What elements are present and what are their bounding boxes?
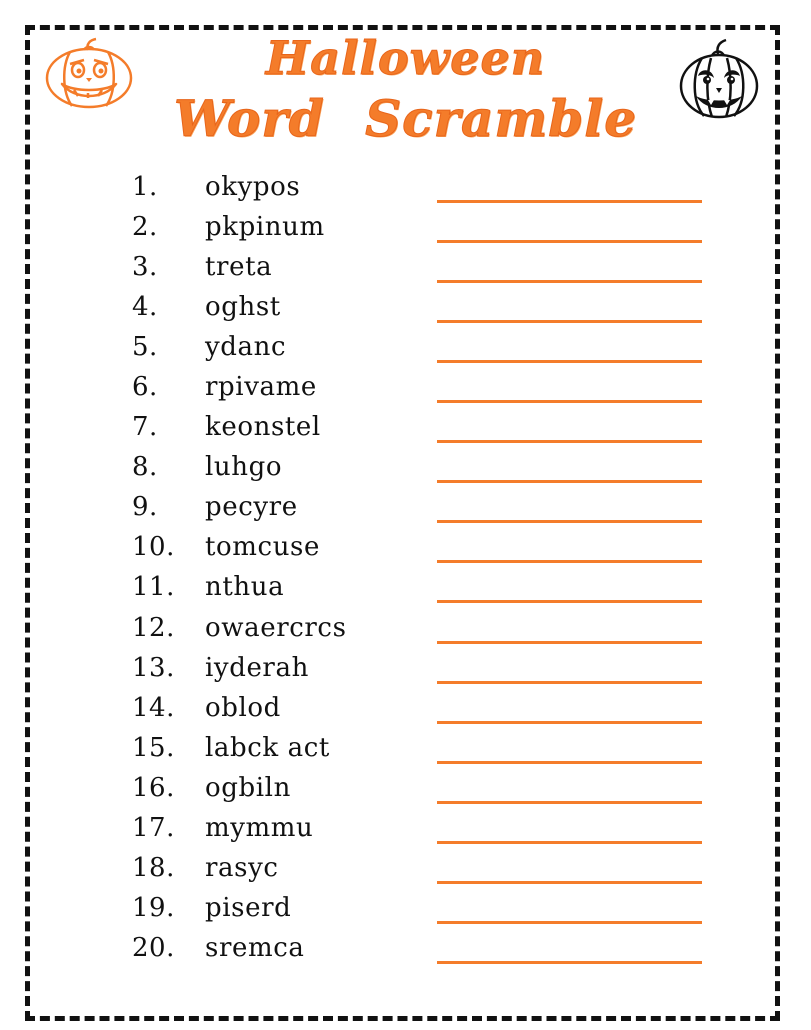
scrambled-word: iyderah (205, 652, 309, 683)
answer-line[interactable] (437, 240, 702, 243)
item-number: 16. (132, 772, 175, 803)
item-number: 10. (132, 532, 175, 563)
answer-line[interactable] (437, 320, 702, 323)
list-item (0, 490, 811, 530)
answer-line[interactable] (437, 761, 702, 764)
list-item (0, 450, 811, 490)
list-item (0, 570, 811, 610)
item-number: 12. (132, 612, 175, 643)
item-number: 5. (132, 332, 158, 363)
scrambled-word: mymmu (205, 812, 314, 843)
list-item (0, 611, 811, 651)
list-item (0, 651, 811, 691)
title-line-1: Halloween (265, 31, 546, 85)
list-item (0, 530, 811, 570)
item-number: 14. (132, 692, 175, 723)
item-number: 3. (132, 252, 158, 283)
item-number: 4. (132, 292, 158, 323)
item-number: 11. (132, 572, 175, 603)
list-item (0, 330, 811, 370)
item-number: 7. (132, 412, 158, 443)
scrambled-word: tomcuse (205, 532, 320, 563)
list-item (0, 811, 811, 851)
answer-line[interactable] (437, 600, 702, 603)
list-item (0, 731, 811, 771)
list-item (0, 931, 811, 971)
item-number: 20. (132, 932, 175, 963)
answer-line[interactable] (437, 560, 702, 563)
answer-line[interactable] (437, 961, 702, 964)
scrambled-word: pecyre (205, 492, 298, 523)
scrambled-word: rpivame (205, 372, 317, 403)
answer-line[interactable] (437, 921, 702, 924)
list-item (0, 290, 811, 330)
answer-line[interactable] (437, 681, 702, 684)
scrambled-word: treta (205, 252, 273, 283)
scrambled-word: okypos (205, 172, 301, 202)
item-number: 18. (132, 852, 175, 883)
scrambled-word: pkpinum (205, 212, 325, 243)
answer-line[interactable] (437, 400, 702, 403)
scramble-list (0, 170, 811, 971)
answer-line[interactable] (437, 200, 702, 203)
scrambled-word: ydanc (205, 332, 287, 363)
list-item (0, 370, 811, 410)
item-number: 19. (132, 892, 175, 923)
scrambled-word: piserd (205, 892, 292, 923)
scrambled-word: oghst (205, 292, 281, 323)
answer-line[interactable] (437, 881, 702, 884)
answer-line[interactable] (437, 480, 702, 483)
answer-line[interactable] (437, 721, 702, 724)
answer-line[interactable] (437, 801, 702, 804)
answer-line[interactable] (437, 280, 702, 283)
list-item (0, 170, 811, 210)
scrambled-word: sremca (205, 932, 305, 963)
title-line-2: Word Scramble (173, 89, 638, 148)
item-number: 9. (132, 492, 158, 523)
answer-line[interactable] (437, 440, 702, 443)
item-number: 17. (132, 812, 175, 843)
list-item (0, 691, 811, 731)
scrambled-word: owaercrcs (205, 612, 347, 643)
item-number: 13. (132, 652, 175, 683)
item-number: 8. (132, 452, 158, 483)
answer-line[interactable] (437, 641, 702, 644)
item-number: 2. (132, 212, 158, 243)
scrambled-word: nthua (205, 572, 285, 603)
item-number: 15. (132, 732, 175, 763)
list-item (0, 851, 811, 891)
scrambled-word: ogbiln (205, 772, 291, 803)
list-item (0, 210, 811, 250)
item-number: 6. (132, 372, 158, 403)
scrambled-word: labck act (205, 732, 330, 763)
list-item (0, 891, 811, 931)
list-item (0, 250, 811, 290)
answer-line[interactable] (437, 520, 702, 523)
list-item (0, 410, 811, 450)
answer-line[interactable] (437, 841, 702, 844)
answer-line[interactable] (437, 360, 702, 363)
scrambled-word: rasyc (205, 852, 279, 883)
scrambled-word: oblod (205, 692, 281, 723)
item-number: 1. (132, 172, 158, 202)
scrambled-word: luhgo (205, 452, 283, 483)
scrambled-word: keonstel (205, 412, 321, 443)
list-item (0, 771, 811, 811)
